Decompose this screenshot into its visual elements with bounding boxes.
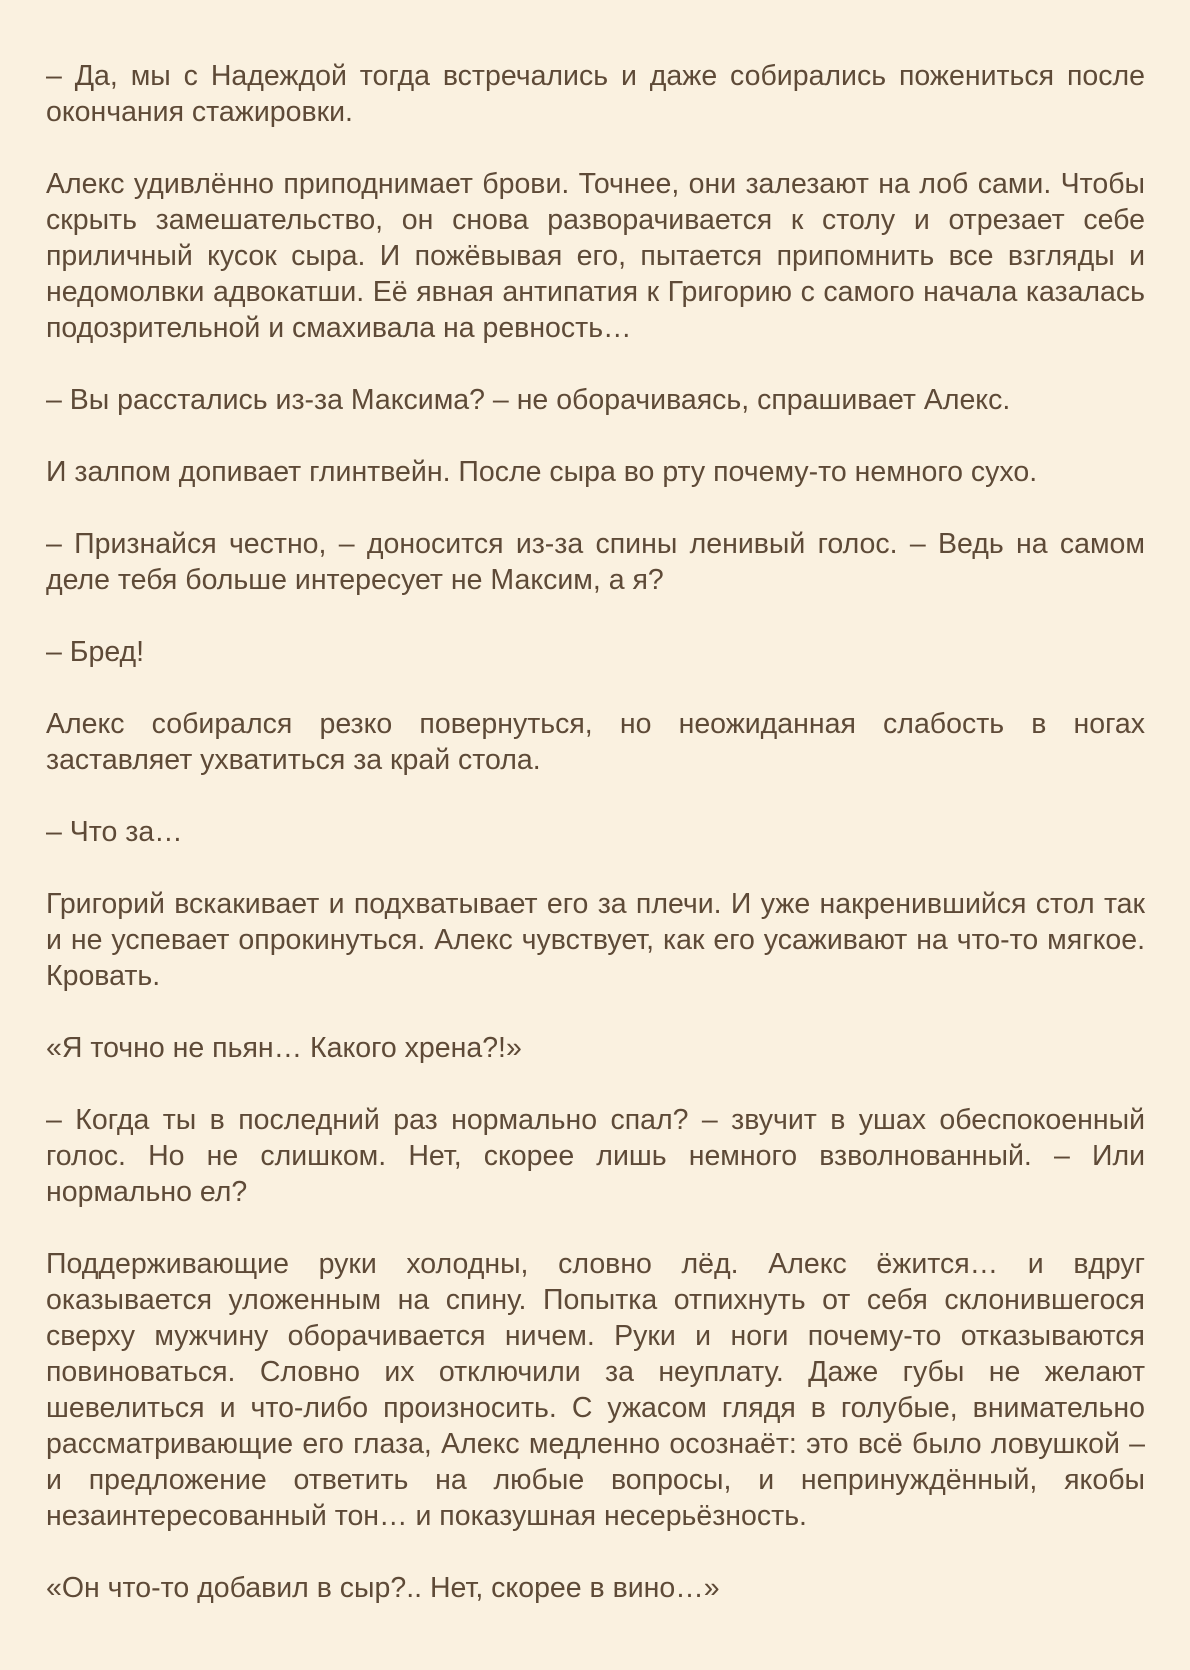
paragraph: – Вы расстались из-за Максима? – не оборачиваясь, спрашивает Алекс. bbox=[46, 384, 1011, 416]
paragraph: – Признайся честно, – доносится из-за спины ленивый голос. – Ведь на самом деле тебя больше интересует не Максим, а я? bbox=[46, 528, 1145, 596]
paragraph: Григорий вскакивает и подхватывает его за плечи. И уже накренившийся стол так и не успевает опрокинуться. Алекс чувствует, как его усаживают на что-то мягкое. Кровать. bbox=[46, 888, 1145, 992]
paragraph: – Бред! bbox=[46, 636, 145, 668]
paragraph: Поддерживающие руки холодны, словно лёд. Алекс ёжится… и вдруг оказывается уложенным на спину. Попытка отпихнуть от себя склонившегося сверху мужчину оборачивается ничем. Руки и ноги почему-то отказываются повиноваться. Словно их отключили за неуплату. Даже губы не желают шевелиться и что-либо произносить. С ужасом глядя в голубые, внимательно рассматривающие его глаза, Алекс медленно осознаёт: это всё было ловушкой – и предложение ответить на любые вопросы, и непринуждённый, якобы незаинтересованный тон… и показушная несерьёзность. bbox=[46, 1248, 1145, 1532]
paragraph: И залпом допивает глинтвейн. После сыра во рту почему-то немного сухо. bbox=[46, 456, 1038, 488]
paragraph: – Да, мы с Надеждой тогда встречались и даже собирались пожениться после окончания стажировки. bbox=[46, 60, 1145, 128]
paragraph: «Он что-то добавил в сыр?.. Нет, скорее в вино…» bbox=[46, 1572, 720, 1604]
paragraph: Алекс собирался резко повернуться, но неожиданная слабость в ногах заставляет ухватиться за край стола. bbox=[46, 708, 1145, 776]
paragraph: Алекс удивлённо приподнимает брови. Точнее, они залезают на лоб сами. Чтобы скрыть замешательство, он снова разворачивается к столу и отрезает себе приличный кусок сыра. И пожёвывая его, пытается припомнить все взгляды и недомолвки адвокатши. Её явная антипатия к Григорию с самого начала казалась подозрительной и смахивала на ревность… bbox=[46, 168, 1145, 344]
paragraph: – Что за… bbox=[46, 816, 183, 848]
paragraph: – Когда ты в последний раз нормально спал? – звучит в ушах обеспокоенный голос. Но не слишком. Нет, скорее лишь немного взволнованный. – Или нормально ел? bbox=[46, 1104, 1145, 1208]
paragraph: «Я точно не пьян… Какого хрена?!» bbox=[46, 1032, 522, 1064]
